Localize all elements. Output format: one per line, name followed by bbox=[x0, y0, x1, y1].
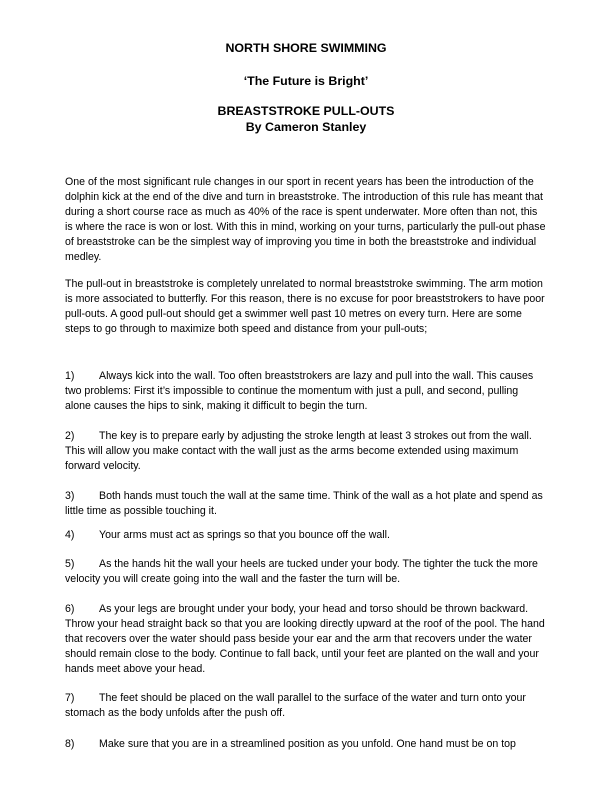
step-item-1 bbox=[65, 369, 547, 414]
step-text: As your legs are brought under your body, your head and torso should be thrown backward. Throw your head straight back so that you are looking directly upward at the roof of the pool. The hand that recovers over the water should pass beside your ear and the arm that recovers under the water should remain close to the body. Continue to fall back, until your feet are planted on the wall and your hands meet above your head. bbox=[65, 603, 545, 675]
step-text: Make sure that you are in a streamlined position as you unfold. One hand must be on top bbox=[99, 738, 516, 750]
author-byline: By Cameron Stanley bbox=[245, 120, 367, 134]
step-item-8 bbox=[65, 737, 547, 752]
step-text: As the hands hit the wall your heels are tucked under your body. The tighter the tuck the more velocity you will create going into the wall and the faster the turn will be. bbox=[65, 558, 538, 585]
step-text: Your arms must act as springs so that you bounce off the wall. bbox=[99, 529, 390, 541]
intro-paragraph-2: The pull-out in breaststroke is completely unrelated to normal breaststroke swimming. The arm motion is more associated to butterfly. For this reason, there is no excuse for poor breaststrokers to have poor pull-outs. A good pull-out should get a swimmer well past 10 metres on every turn. Here are some steps to go through to maximize both speed and distance from your pull-outs; bbox=[65, 278, 545, 335]
motto: ‘The Future is Bright’ bbox=[243, 74, 369, 88]
step-number: 7) bbox=[65, 692, 75, 704]
organization-name: NORTH SHORE SWIMMING bbox=[225, 41, 387, 55]
step-item-4 bbox=[65, 528, 547, 543]
step-number: 6) bbox=[65, 603, 75, 615]
step-number: 1) bbox=[65, 370, 75, 382]
step-item-3 bbox=[65, 489, 547, 519]
intro-paragraph-1: One of the most significant rule changes in our sport in recent years has been the introduction of the dolphin kick at the end of the dive and turn in breaststroke. The introduction of this rule has meant that during a short course race as much as 40% of the race is spent underwater. More often than not, this is where the race is won or lost. With this in mind, working on your turns, particularly the pull-out phase of breaststroke can be the simplest way of improving you time in both the breaststroke and individual medley. bbox=[65, 176, 546, 263]
article-title: BREASTSTROKE PULL-OUTS bbox=[217, 104, 395, 118]
step-item-2 bbox=[65, 429, 547, 474]
step-text: The feet should be placed on the wall parallel to the surface of the water and turn onto your stomach as the body unfolds after the push off. bbox=[65, 692, 526, 719]
step-item-6 bbox=[65, 602, 547, 677]
step-text: The key is to prepare early by adjusting the stroke length at least 3 strokes out from the wall. This will allow you make contact with the wall just as the arms become extended using maximum forward velocity. bbox=[65, 430, 532, 472]
step-number: 5) bbox=[65, 558, 75, 570]
step-number: 2) bbox=[65, 430, 75, 442]
step-text: Both hands must touch the wall at the same time. Think of the wall as a hot plate and spend as little time as possible touching it. bbox=[65, 490, 543, 517]
step-item-7 bbox=[65, 691, 547, 721]
step-number: 4) bbox=[65, 529, 75, 541]
step-number: 8) bbox=[65, 738, 75, 750]
step-number: 3) bbox=[65, 490, 75, 502]
step-item-5 bbox=[65, 557, 547, 587]
step-text: Always kick into the wall. Too often breaststrokers are lazy and pull into the wall. This causes two problems: First it’s impossible to continue the momentum with just a pull, and second, pulling alone causes the hips to sink, making it difficult to begin the turn. bbox=[65, 370, 534, 412]
